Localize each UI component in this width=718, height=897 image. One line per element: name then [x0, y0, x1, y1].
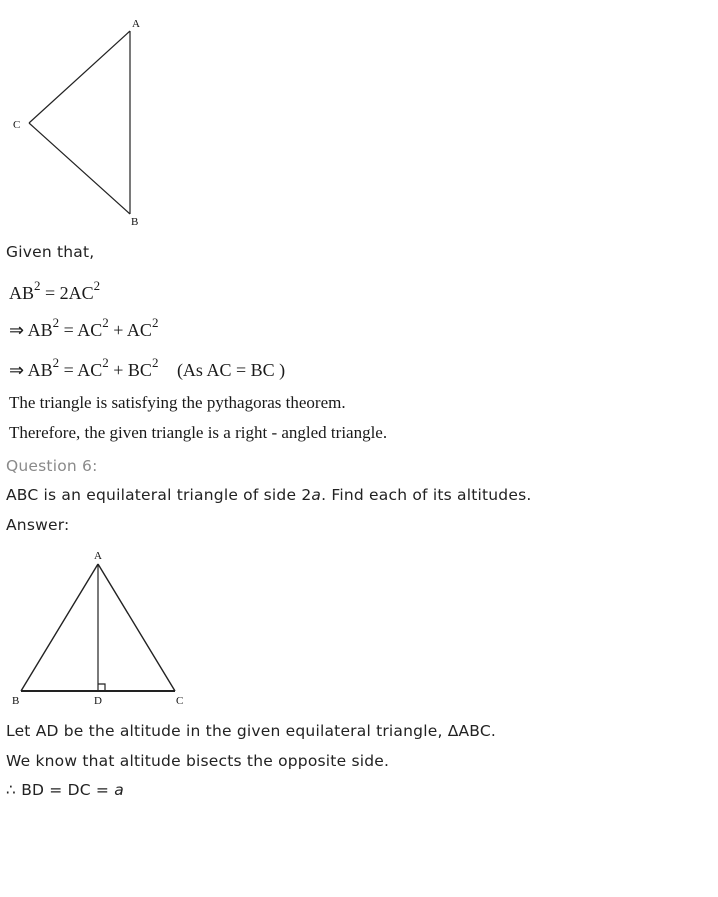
- triangle-figure-2: [0, 540, 200, 710]
- statement-right-angled: Therefore, the given triangle is a right - angled triangle.: [9, 423, 388, 442]
- eq1-exp1: 2: [34, 278, 41, 293]
- eq2-plus: + AC: [108, 320, 152, 340]
- eq2-exp1: 2: [52, 315, 60, 330]
- side-cb: [29, 123, 130, 214]
- right-angle-marker: [98, 684, 105, 691]
- line3-var: a: [114, 781, 124, 799]
- answer-label: Answer:: [6, 516, 70, 534]
- statement-pythagoras: The triangle is satisfying the pythagoras theorem.: [9, 393, 346, 412]
- eq2-exp3: 2: [151, 315, 159, 330]
- eq3-plus: + BC: [108, 360, 152, 380]
- triangle-figure-1: [0, 0, 160, 230]
- side-ac: [29, 31, 130, 123]
- vertex-label-c: C: [176, 695, 184, 707]
- given-text: Given that,: [6, 243, 95, 261]
- equation-1: [9, 278, 101, 304]
- equation-2: [9, 315, 159, 341]
- line3-prefix: ∴ BD = DC =: [6, 781, 115, 799]
- eq3-note: (As AC = BC ): [176, 360, 286, 380]
- question-text-before: ABC is an equilateral triangle of side 2: [6, 486, 312, 504]
- vertex-label-a: A: [94, 550, 102, 562]
- vertex-label-b: B: [12, 695, 20, 707]
- question-text: [6, 486, 531, 504]
- eq3-exp3: 2: [151, 355, 159, 370]
- question-label: Question 6:: [6, 457, 98, 475]
- line-bisect: We know that altitude bisects the opposite side.: [6, 752, 390, 770]
- vertex-label-a: A: [132, 18, 140, 30]
- eq3-exp2: 2: [102, 355, 109, 370]
- eq1-exp2: 2: [93, 278, 101, 293]
- eq3-exp1: 2: [52, 355, 60, 370]
- eq3-prefix: ⇒ AB: [9, 360, 53, 380]
- eq1-rhs: = 2AC: [40, 283, 94, 303]
- vertex-label-c: C: [13, 119, 21, 131]
- side-ac: [98, 564, 175, 691]
- question-var: a: [311, 486, 322, 504]
- eq2-exp2: 2: [102, 315, 109, 330]
- line-altitude: Let AD be the altitude in the given equilateral triangle, ΔABC.: [6, 722, 497, 740]
- side-ab: [21, 564, 98, 691]
- question-text-after: . Find each of its altitudes.: [321, 486, 532, 504]
- equation-3: [9, 355, 286, 381]
- eq3-mid: = AC: [59, 360, 103, 380]
- vertex-label-d: D: [94, 695, 102, 707]
- eq1-lhs: AB: [9, 283, 35, 303]
- eq2-mid: = AC: [59, 320, 103, 340]
- line-bd-dc: [6, 781, 124, 799]
- eq2-prefix: ⇒ AB: [9, 320, 53, 340]
- vertex-label-b: B: [131, 216, 139, 228]
